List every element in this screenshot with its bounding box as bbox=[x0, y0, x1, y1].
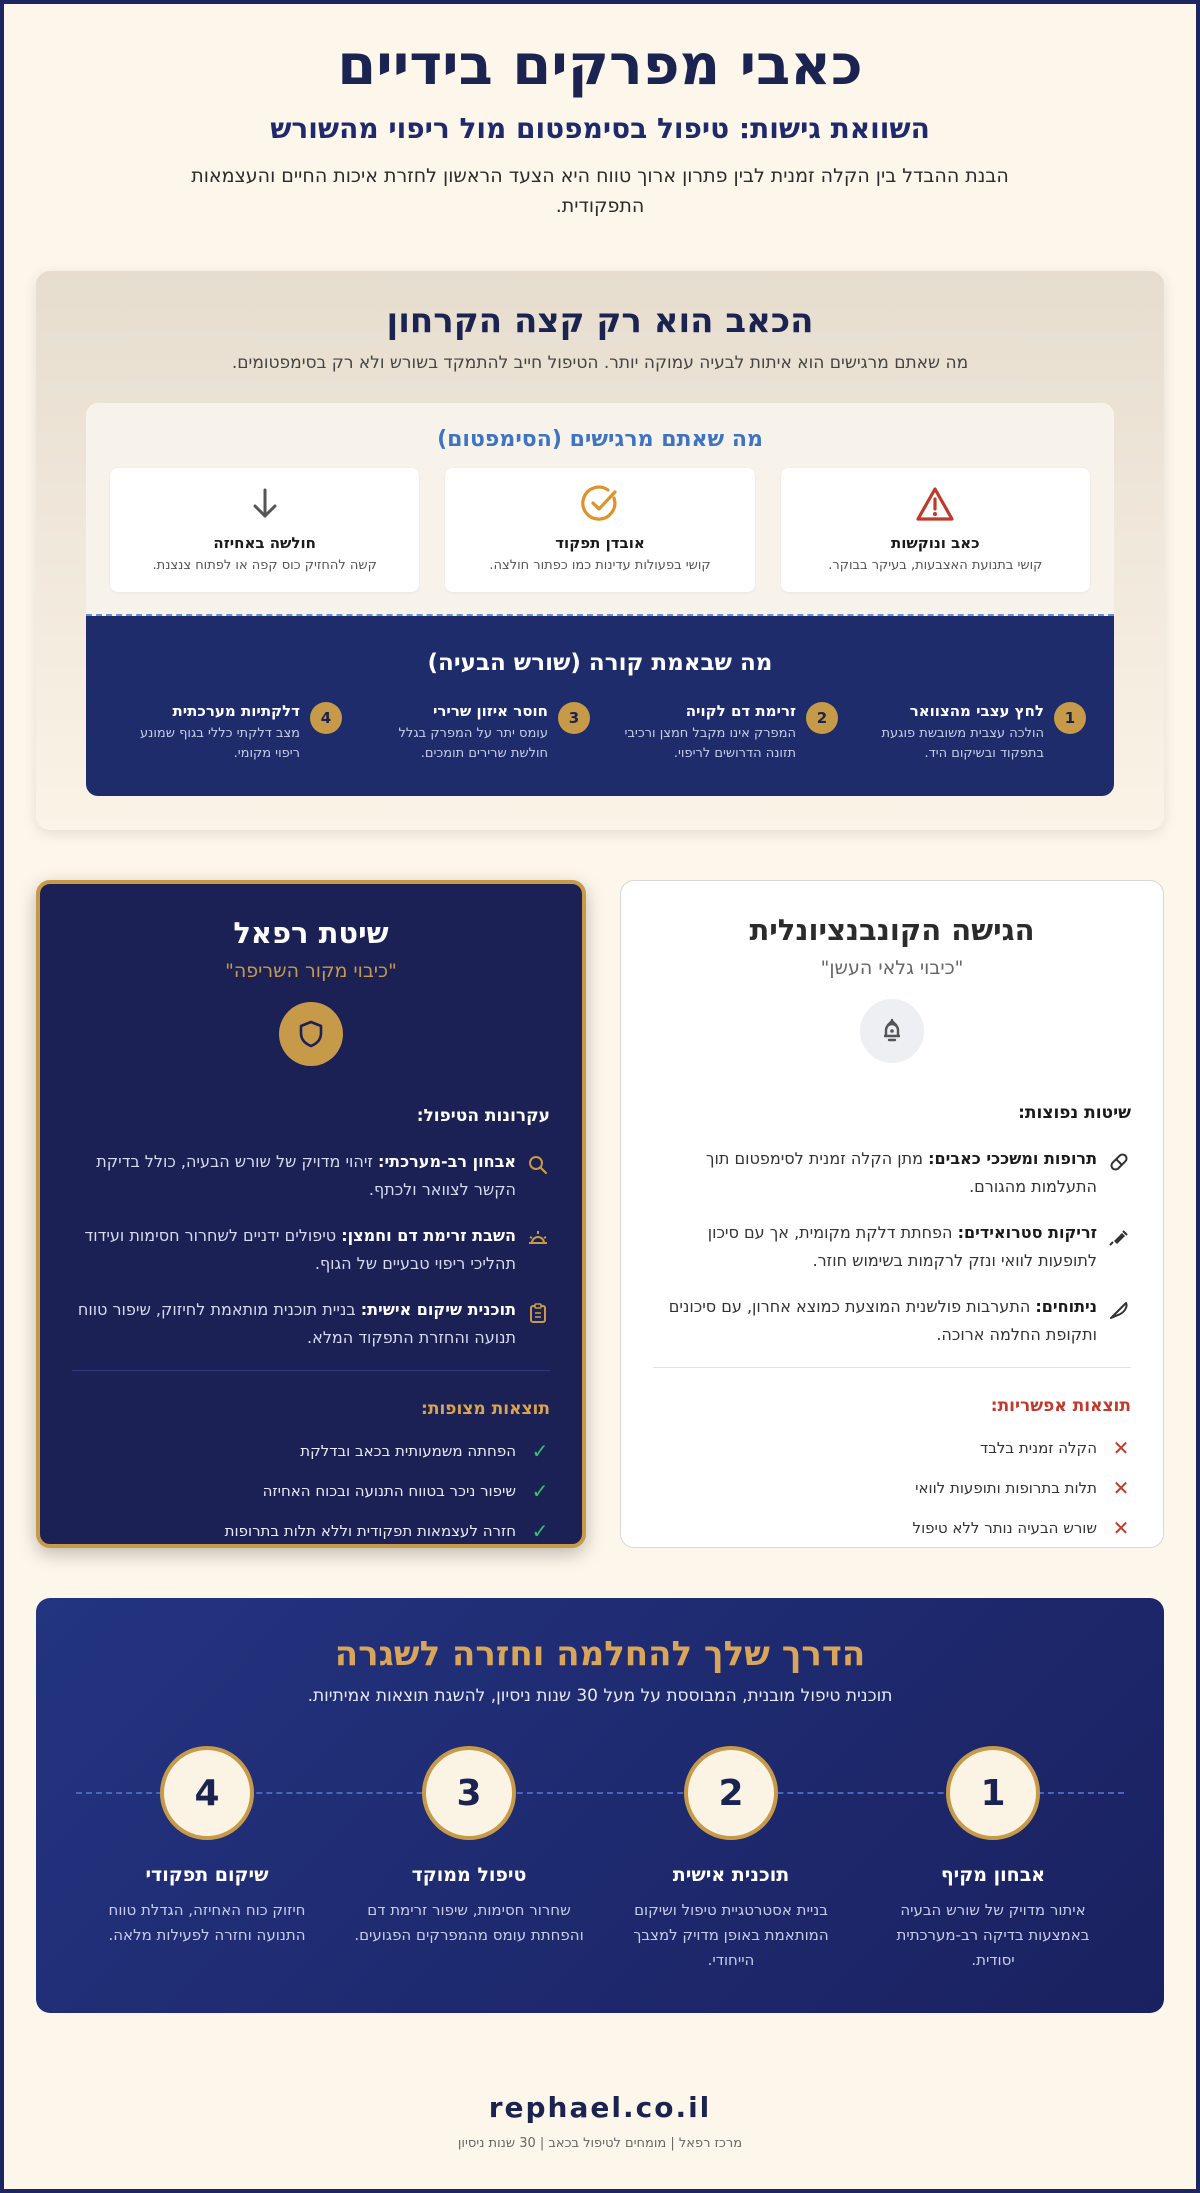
method-name: אבחון רב-מערכתי: bbox=[378, 1152, 516, 1171]
cause-title: לחץ עצבי מהצוואר bbox=[909, 702, 1044, 720]
path-title: הדרך שלך להחלמה וחזרה לשגרה bbox=[334, 1634, 866, 1674]
symptom-card bbox=[110, 468, 419, 592]
step-desc: שחרור חסימות, שיפור זרימת דם והפחתת עומס מהמפרקים הפגועים. bbox=[354, 1901, 584, 1944]
check-icon: ✓ bbox=[531, 1519, 549, 1543]
symptom-desc: קושי בפעולות עדינות כמו כפתור חולצה. bbox=[489, 558, 711, 573]
x-icon: ✕ bbox=[1112, 1476, 1130, 1500]
step-number: 2 bbox=[684, 1746, 778, 1840]
outcome-text: הפחתה משמעותית בכאב ובדלקת bbox=[300, 1442, 516, 1460]
iceberg-title: הכאב הוא רק קצה הקרחון bbox=[386, 301, 814, 341]
root-cause-title: מה שבאמת קורה (שורש הבעיה) bbox=[427, 650, 773, 676]
cause-number-badge: 4 bbox=[310, 702, 342, 734]
step-number: 3 bbox=[422, 1746, 516, 1840]
surface-layer bbox=[86, 403, 1114, 616]
rafael-outcomes-list bbox=[72, 1439, 550, 1543]
method-item bbox=[653, 1145, 1131, 1201]
symptom-card bbox=[445, 468, 754, 592]
step-desc: חיזוק כוח האחיזה, הגדלת טווח התנועה וחזרה לפעילות מלאה. bbox=[108, 1901, 306, 1944]
cause-title: דלקתיות מערכתית bbox=[172, 702, 300, 720]
outcome-item bbox=[72, 1519, 550, 1543]
method-item bbox=[653, 1293, 1131, 1349]
step-list bbox=[76, 1746, 1124, 1973]
syringe-icon bbox=[1107, 1219, 1131, 1247]
symptom-desc: קשה להחזיק כוס קפה או לפתוח צנצנת. bbox=[152, 558, 377, 573]
hero bbox=[36, 0, 1164, 221]
scalpel-icon bbox=[1107, 1293, 1131, 1321]
symptom-desc: קושי בתנועת האצבעות, בעיקר בבוקר. bbox=[828, 558, 1043, 573]
method-item bbox=[653, 1219, 1131, 1275]
site-link[interactable]: rephael.co.il bbox=[488, 2091, 712, 2124]
check-icon: ✓ bbox=[531, 1479, 549, 1503]
step-desc: בניית אסטרטגיית טיפול ושיקום המותאמת באופן מדויק למצבך הייחודי. bbox=[633, 1901, 829, 1969]
rafael-methods-list bbox=[72, 1148, 550, 1352]
step-item bbox=[600, 1746, 862, 1973]
cause-item bbox=[114, 702, 342, 764]
intro-text: הבנת ההבדל בין הקלה זמנית לבין פתרון ארוך טווח היא הצעד הראשון לחזרת איכות החיים והעצמאות התפקודית. bbox=[191, 165, 1009, 217]
step-item bbox=[338, 1746, 600, 1973]
method-desc: הפחתת דלקת מקומית, אך עם סיכון לתופעות לוואי ונזק לרקמות בשימוש חוזר. bbox=[707, 1223, 1097, 1270]
method-desc: בניית תוכנית מותאמת לחיזוק, שיפור טווח תנועה והחזרת התפקוד המלא. bbox=[77, 1300, 516, 1347]
divider bbox=[653, 1367, 1131, 1368]
step-title: שיקום תפקודי bbox=[145, 1864, 269, 1886]
iceberg-subtitle: מה שאתם מרגישים הוא איתות לבעיה עמוקה יותר. הטיפול חייב להתמקד בשורש ולא רק בסימפטומים. bbox=[231, 353, 969, 373]
recovery-path-section bbox=[36, 1598, 1164, 2013]
symptom-title: כאב ונוקשות bbox=[890, 534, 980, 552]
conventional-title: הגישה הקונבנציונלית bbox=[749, 913, 1035, 947]
conventional-outcomes-title: תוצאות אפשריות: bbox=[990, 1396, 1131, 1416]
step-title: תוכנית אישית bbox=[672, 1864, 790, 1886]
rafael-outcomes-title: תוצאות מצופות: bbox=[421, 1399, 550, 1419]
outcome-text: תלות בתרופות ותופעות לוואי bbox=[915, 1479, 1097, 1497]
rafael-tagline: "כיבוי מקור השריפה" bbox=[225, 960, 397, 982]
cause-title: זרימת דם לקויה bbox=[685, 702, 796, 720]
rafael-title: שיטת רפאל bbox=[233, 916, 389, 950]
path-subtitle: תוכנית טיפול מובנית, המבוססת על מעל 30 שנות ניסיון, להשגת תוצאות אמיתיות. bbox=[307, 1686, 893, 1706]
step-item bbox=[76, 1746, 338, 1973]
comparison-section bbox=[36, 880, 1164, 1548]
shield-icon bbox=[279, 1002, 343, 1066]
symptom-card bbox=[781, 468, 1090, 592]
outcome-item bbox=[653, 1436, 1131, 1460]
cause-number-badge: 3 bbox=[558, 702, 590, 734]
conventional-approach-card bbox=[620, 880, 1164, 1548]
pill-icon bbox=[1107, 1145, 1131, 1173]
method-desc: מתן הקלה זמנית לסימפטום תוך התעלמות מהגורם. bbox=[705, 1149, 1097, 1196]
conventional-outcomes-list bbox=[653, 1436, 1131, 1540]
step-number: 4 bbox=[160, 1746, 254, 1840]
method-name: השבת זרימת דם וחמצן: bbox=[341, 1226, 516, 1245]
outcome-item bbox=[653, 1476, 1131, 1500]
conventional-methods-list bbox=[653, 1145, 1131, 1349]
root-cause-layer bbox=[86, 616, 1114, 796]
symptom-title: אובדן תפקוד bbox=[555, 534, 645, 552]
x-icon: ✕ bbox=[1112, 1516, 1130, 1540]
iceberg-layers bbox=[86, 403, 1114, 796]
sun-icon bbox=[526, 1222, 550, 1250]
cause-desc: מצב דלקתי כללי בגוף שמונע ריפוי מקומי. bbox=[140, 726, 300, 761]
symptom-list bbox=[110, 468, 1090, 592]
cause-desc: עומס יתר על המפרק בגלל חולשת שרירים תומכים. bbox=[398, 726, 548, 761]
step-title: טיפול ממוקד bbox=[411, 1864, 527, 1886]
method-name: תוכנית שיקום אישית: bbox=[360, 1300, 516, 1319]
divider bbox=[72, 1370, 550, 1371]
method-desc: זיהוי מדויק של שורש הבעיה, כולל בדיקת הקשר לצוואר ולכתף. bbox=[96, 1152, 516, 1199]
x-icon: ✕ bbox=[1112, 1436, 1130, 1460]
method-name: ניתוחים: bbox=[1035, 1297, 1097, 1316]
cause-item bbox=[610, 702, 838, 764]
surface-title: מה שאתם מרגישים (הסימפטום) bbox=[437, 427, 763, 452]
warning-icon bbox=[781, 484, 1090, 524]
outcome-text: שורש הבעיה נותר ללא טיפול bbox=[912, 1519, 1097, 1537]
cause-desc: המפרק אינו מקבל חמצן ורכיבי תזונה הדרושים לריפוי. bbox=[624, 726, 796, 761]
page-subtitle: השוואת גישות: טיפול בסימפטום מול ריפוי מהשורש bbox=[270, 112, 930, 145]
conventional-tagline: "כיבוי גלאי העשן" bbox=[820, 957, 964, 979]
footer-tagline: מרכז רפאל | מומחים לטיפול בכאב | 30 שנות ניסיון bbox=[457, 2136, 743, 2151]
outcome-text: חזרה לעצמאות תפקודית וללא תלות בתרופות bbox=[224, 1522, 516, 1540]
page-title: כאבי מפרקים בידיים bbox=[337, 33, 863, 98]
check-circle-icon bbox=[445, 484, 754, 524]
method-item bbox=[72, 1222, 550, 1278]
method-desc: התערבות פולשנית המוצעת כמוצא אחרון, עם סיכונים ותקופת החלמה ארוכה. bbox=[668, 1297, 1097, 1344]
cause-list bbox=[114, 702, 1086, 764]
method-name: זריקות סטרואידים: bbox=[957, 1223, 1097, 1242]
step-number: 1 bbox=[946, 1746, 1040, 1840]
outcome-item bbox=[653, 1516, 1131, 1540]
fire-alarm-icon bbox=[860, 999, 924, 1063]
cause-item bbox=[858, 702, 1086, 764]
search-icon bbox=[526, 1148, 550, 1176]
method-item bbox=[72, 1148, 550, 1204]
cause-item bbox=[362, 702, 590, 764]
symptom-title: חולשה באחיזה bbox=[213, 534, 316, 552]
cause-title: חוסר איזון שרירי bbox=[432, 702, 548, 720]
check-icon: ✓ bbox=[531, 1439, 549, 1463]
step-desc: איתור מדויק של שורש הבעיה באמצעות בדיקה רב-מערכתית יסודית. bbox=[896, 1901, 1090, 1969]
clipboard-icon bbox=[526, 1296, 550, 1324]
rafael-methods-title: עקרונות הטיפול: bbox=[416, 1106, 550, 1126]
outcome-text: שיפור ניכר בטווח התנועה ובכוח האחיזה bbox=[262, 1482, 516, 1500]
arrow-down-icon bbox=[110, 484, 419, 524]
outcome-item bbox=[72, 1479, 550, 1503]
outcome-text: הקלה זמנית בלבד bbox=[980, 1439, 1097, 1457]
cause-desc: הולכה עצבית משובשת פוגעת בתפקוד ובשיקום היד. bbox=[881, 726, 1044, 761]
iceberg-section bbox=[36, 271, 1164, 830]
footer bbox=[36, 2091, 1164, 2151]
method-name: תרופות ומשככי כאבים: bbox=[928, 1149, 1097, 1168]
rafael-method-card bbox=[36, 880, 586, 1548]
conventional-methods-title: שיטות נפוצות: bbox=[1018, 1103, 1131, 1123]
outcome-item bbox=[72, 1439, 550, 1463]
method-item bbox=[72, 1296, 550, 1352]
method-desc: טיפולים ידניים לשחרור חסימות ועידוד תהליכי ריפוי טבעיים של הגוף. bbox=[84, 1226, 516, 1273]
cause-number-badge: 1 bbox=[1054, 702, 1086, 734]
step-title: אבחון מקיף bbox=[940, 1864, 1046, 1886]
step-item bbox=[862, 1746, 1124, 1973]
cause-number-badge: 2 bbox=[806, 702, 838, 734]
